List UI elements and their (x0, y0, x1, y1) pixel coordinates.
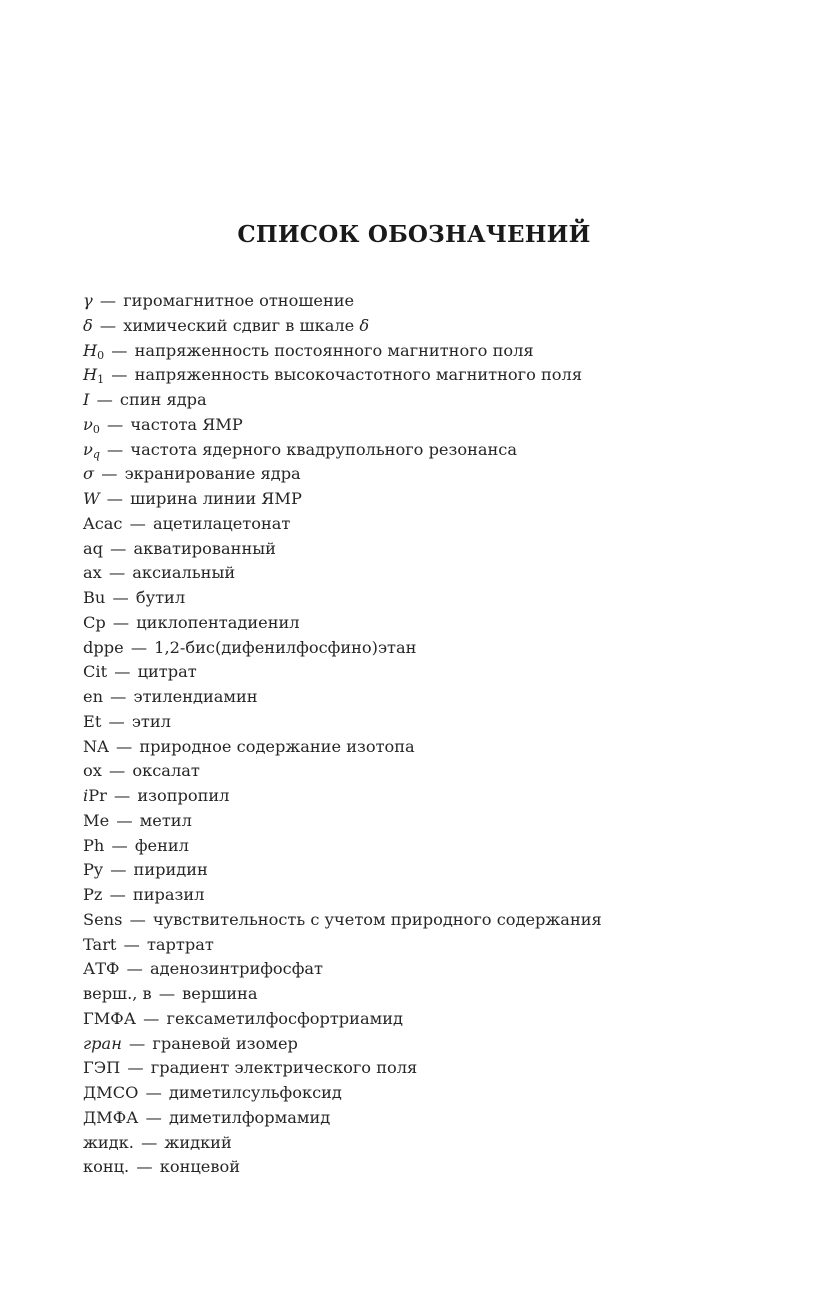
notation-description: циклопентадиенил (136, 612, 300, 632)
separator-dash: — (111, 365, 128, 385)
notation-description: диметилсульфоксид (168, 1083, 342, 1102)
symbol-main: ГМФА (83, 1008, 136, 1028)
notation-description: химический сдвиг в шкале (123, 315, 360, 335)
notation-entry (83, 834, 783, 859)
notation-description: ацетилацетонат (152, 513, 291, 533)
separator-dash: — (141, 1132, 158, 1152)
notation-entry (83, 660, 783, 685)
symbol-main: ГЭП (83, 1058, 121, 1078)
notation-entry (83, 908, 783, 933)
notation-description: экранирование ядра (124, 464, 301, 484)
symbol-main: конц. (83, 1157, 130, 1177)
notation-entry (83, 512, 783, 537)
notation-entry (83, 759, 783, 784)
notation-entry (83, 858, 783, 883)
symbol-main: Pz (83, 885, 103, 904)
notation-symbol (83, 613, 106, 632)
notation-entry (83, 1032, 783, 1057)
notation-entry (83, 611, 783, 636)
notation-description: граневой изомер (152, 1033, 298, 1053)
notation-symbol (83, 712, 101, 731)
notation-entry (83, 1106, 783, 1131)
notation-symbol (83, 638, 124, 657)
separator-dash: — (107, 414, 124, 434)
separator-dash: — (111, 835, 128, 855)
separator-dash: — (129, 909, 146, 929)
notation-description: диметилформамид (168, 1107, 331, 1127)
notation-list (83, 289, 783, 1180)
notation-description: чувствительность с учетом природного содержания (152, 909, 602, 929)
notation-description: градиент электрического поля (150, 1058, 418, 1078)
notation-symbol (83, 1157, 129, 1176)
notation-description: спин ядра (119, 390, 207, 409)
notation-entry (83, 487, 783, 512)
separator-dash: — (112, 612, 130, 632)
separator-dash: — (123, 934, 140, 954)
notation-entry (83, 289, 783, 314)
symbol-main: ax (83, 563, 102, 583)
notation-description: этил (131, 711, 171, 731)
notation-symbol (83, 514, 122, 533)
notation-symbol (83, 786, 107, 805)
notation-symbol (83, 365, 105, 387)
symbol-main: NA (83, 736, 109, 756)
notation-symbol (83, 984, 152, 1003)
symbol-main: Sens (83, 909, 123, 929)
separator-dash: — (111, 340, 128, 360)
separator-dash: — (110, 538, 127, 558)
notation-entry (83, 586, 783, 611)
separator-dash: — (129, 513, 146, 533)
notation-entry (83, 339, 783, 364)
notation-description: аденозинтрифосфат (150, 959, 324, 979)
notation-entry (83, 1081, 783, 1106)
notation-description: 1,2-бис(дифенилфосфино)этан (154, 637, 417, 657)
notation-description: пиразил (132, 885, 205, 904)
notation-entry (83, 438, 783, 463)
notation-description: тартрат (146, 934, 214, 954)
symbol-main: Ph (83, 835, 105, 855)
symbol-main: Acac (83, 513, 123, 533)
notation-entry (83, 957, 783, 982)
notation-symbol (83, 959, 120, 978)
notation-description: акватированный (133, 538, 276, 558)
notation-entry (83, 982, 783, 1007)
notation-symbol (83, 811, 109, 830)
notation-symbol (83, 885, 102, 904)
notation-entry (83, 1056, 783, 1081)
symbol-main: АТФ (83, 959, 120, 979)
notation-entry (83, 809, 783, 834)
notation-description: аксиальный (132, 563, 236, 583)
page-title: СПИСОК ОБОЗНАЧЕНИЙ (237, 221, 591, 248)
symbol-main: жидк. (83, 1132, 134, 1152)
symbol-main: γ (83, 291, 93, 310)
notation-symbol (83, 341, 104, 360)
notation-description: цитрат (137, 662, 197, 682)
separator-dash: — (108, 711, 125, 731)
notation-symbol (83, 415, 100, 434)
notation-description: концевой (159, 1157, 241, 1177)
separator-dash: — (126, 959, 143, 979)
notation-description: изопропил (137, 786, 230, 805)
symbol-main: H (83, 365, 98, 385)
symbol-main: Bu (83, 588, 106, 607)
notation-entry (83, 1131, 783, 1156)
separator-dash: — (101, 464, 118, 484)
symbol-main: Cit (83, 662, 108, 682)
separator-dash: — (109, 885, 126, 904)
notation-description: вершина (182, 984, 258, 1003)
notation-entry (83, 314, 783, 339)
notation-entry (83, 363, 783, 388)
separator-dash: — (113, 786, 131, 805)
separator-dash: — (145, 1083, 162, 1102)
separator-dash: — (96, 390, 113, 409)
notation-symbol (83, 1133, 134, 1152)
notation-symbol (83, 440, 100, 459)
separator-dash: — (107, 439, 124, 459)
symbol-main: ДМСО (83, 1083, 139, 1102)
notation-symbol (83, 1058, 120, 1077)
symbol-subscript: q (92, 447, 100, 461)
symbol-subscript: 0 (92, 422, 100, 436)
symbol-main: ν (83, 439, 93, 459)
notation-description: пиридин (133, 860, 208, 880)
notation-entry (83, 784, 783, 809)
separator-dash: — (130, 637, 148, 657)
notation-entry (83, 537, 783, 562)
symbol-subscript: 1 (97, 373, 105, 387)
symbol-main: ДМФА (83, 1107, 139, 1127)
symbol-main: гран (83, 1033, 122, 1053)
notation-description: этилендиамин (133, 687, 258, 706)
notation-entry (83, 710, 783, 735)
notation-entry (83, 735, 783, 760)
description-symbol: δ (359, 315, 370, 335)
notation-symbol (83, 836, 104, 855)
separator-dash: — (99, 315, 117, 335)
notation-symbol (83, 1083, 138, 1102)
symbol-main: Tart (83, 934, 117, 954)
notation-symbol (83, 1108, 138, 1127)
notation-description: гексаметилфосфортриамид (166, 1008, 403, 1028)
notation-description: фенил (134, 835, 189, 855)
separator-dash: — (99, 291, 117, 310)
separator-dash: — (106, 489, 123, 508)
symbol-subscript: 0 (97, 348, 105, 362)
separator-dash: — (114, 662, 131, 682)
notation-symbol (83, 935, 116, 954)
separator-dash: — (110, 860, 127, 880)
notation-symbol (83, 489, 100, 508)
notation-symbol (83, 539, 103, 558)
separator-dash: — (116, 810, 133, 830)
symbol-main: верш., в (83, 984, 152, 1003)
notation-description: бутил (135, 588, 186, 607)
symbol-main: Pr (88, 786, 107, 805)
notation-symbol (83, 910, 122, 929)
symbol-main: I (83, 390, 90, 409)
notation-symbol (83, 662, 107, 681)
notation-entry (83, 1007, 783, 1032)
notation-symbol (83, 1034, 122, 1053)
notation-description: метил (139, 810, 192, 830)
separator-dash: — (109, 761, 126, 781)
separator-dash: — (143, 1008, 160, 1028)
notation-symbol (83, 1009, 136, 1028)
separator-dash: — (116, 736, 133, 756)
symbol-main: Py (83, 860, 104, 880)
notation-description: напряженность высокочастотного магнитного поля (134, 365, 583, 385)
notation-entry (83, 388, 783, 413)
separator-dash: — (158, 984, 175, 1003)
notation-symbol (83, 291, 93, 310)
notation-symbol (83, 588, 105, 607)
notation-symbol (83, 464, 94, 483)
notation-entry (83, 883, 783, 908)
separator-dash: — (129, 1033, 146, 1053)
notation-description: частота ядерного квадрупольного резонанса (130, 439, 518, 459)
notation-entry (83, 636, 783, 661)
symbol-main: δ (83, 315, 93, 335)
notation-symbol (83, 390, 89, 409)
notation-description: природное содержание изотопа (139, 736, 415, 756)
notation-description: ширина линии ЯМР (130, 489, 302, 508)
symbol-main: aq (83, 538, 104, 558)
notation-entry (83, 462, 783, 487)
symbol-main: ν (83, 414, 93, 434)
symbol-prefix: i (83, 786, 89, 805)
separator-dash: — (127, 1058, 144, 1078)
notation-entry (83, 933, 783, 958)
symbol-main: ox (83, 761, 102, 781)
notation-description: оксалат (132, 761, 200, 781)
symbol-main: W (83, 489, 100, 508)
notation-symbol (83, 860, 103, 879)
notation-entry (83, 685, 783, 710)
symbol-main: Cp (83, 612, 106, 632)
separator-dash: — (136, 1157, 153, 1177)
notation-entry (83, 1155, 783, 1180)
separator-dash: — (112, 588, 129, 607)
separator-dash: — (108, 563, 126, 583)
symbol-main: Et (83, 711, 102, 731)
notation-symbol (83, 761, 102, 780)
symbol-main: σ (83, 464, 95, 484)
separator-dash: — (110, 687, 127, 706)
symbol-main: dppe (83, 637, 124, 657)
notation-symbol (83, 316, 93, 335)
notation-symbol (83, 737, 109, 756)
notation-symbol (83, 563, 102, 582)
notation-symbol (83, 687, 103, 706)
separator-dash: — (145, 1107, 162, 1127)
symbol-main: H (83, 340, 98, 360)
notation-description: напряженность постоянного магнитного поля (134, 340, 534, 360)
notation-description: гиромагнитное отношение (123, 291, 355, 310)
notation-entry (83, 561, 783, 586)
notation-description: жидкий (164, 1132, 232, 1152)
notation-description: частота ЯМР (130, 414, 243, 434)
notation-entry (83, 413, 783, 438)
symbol-main: en (83, 687, 104, 706)
symbol-main: Me (83, 810, 110, 830)
